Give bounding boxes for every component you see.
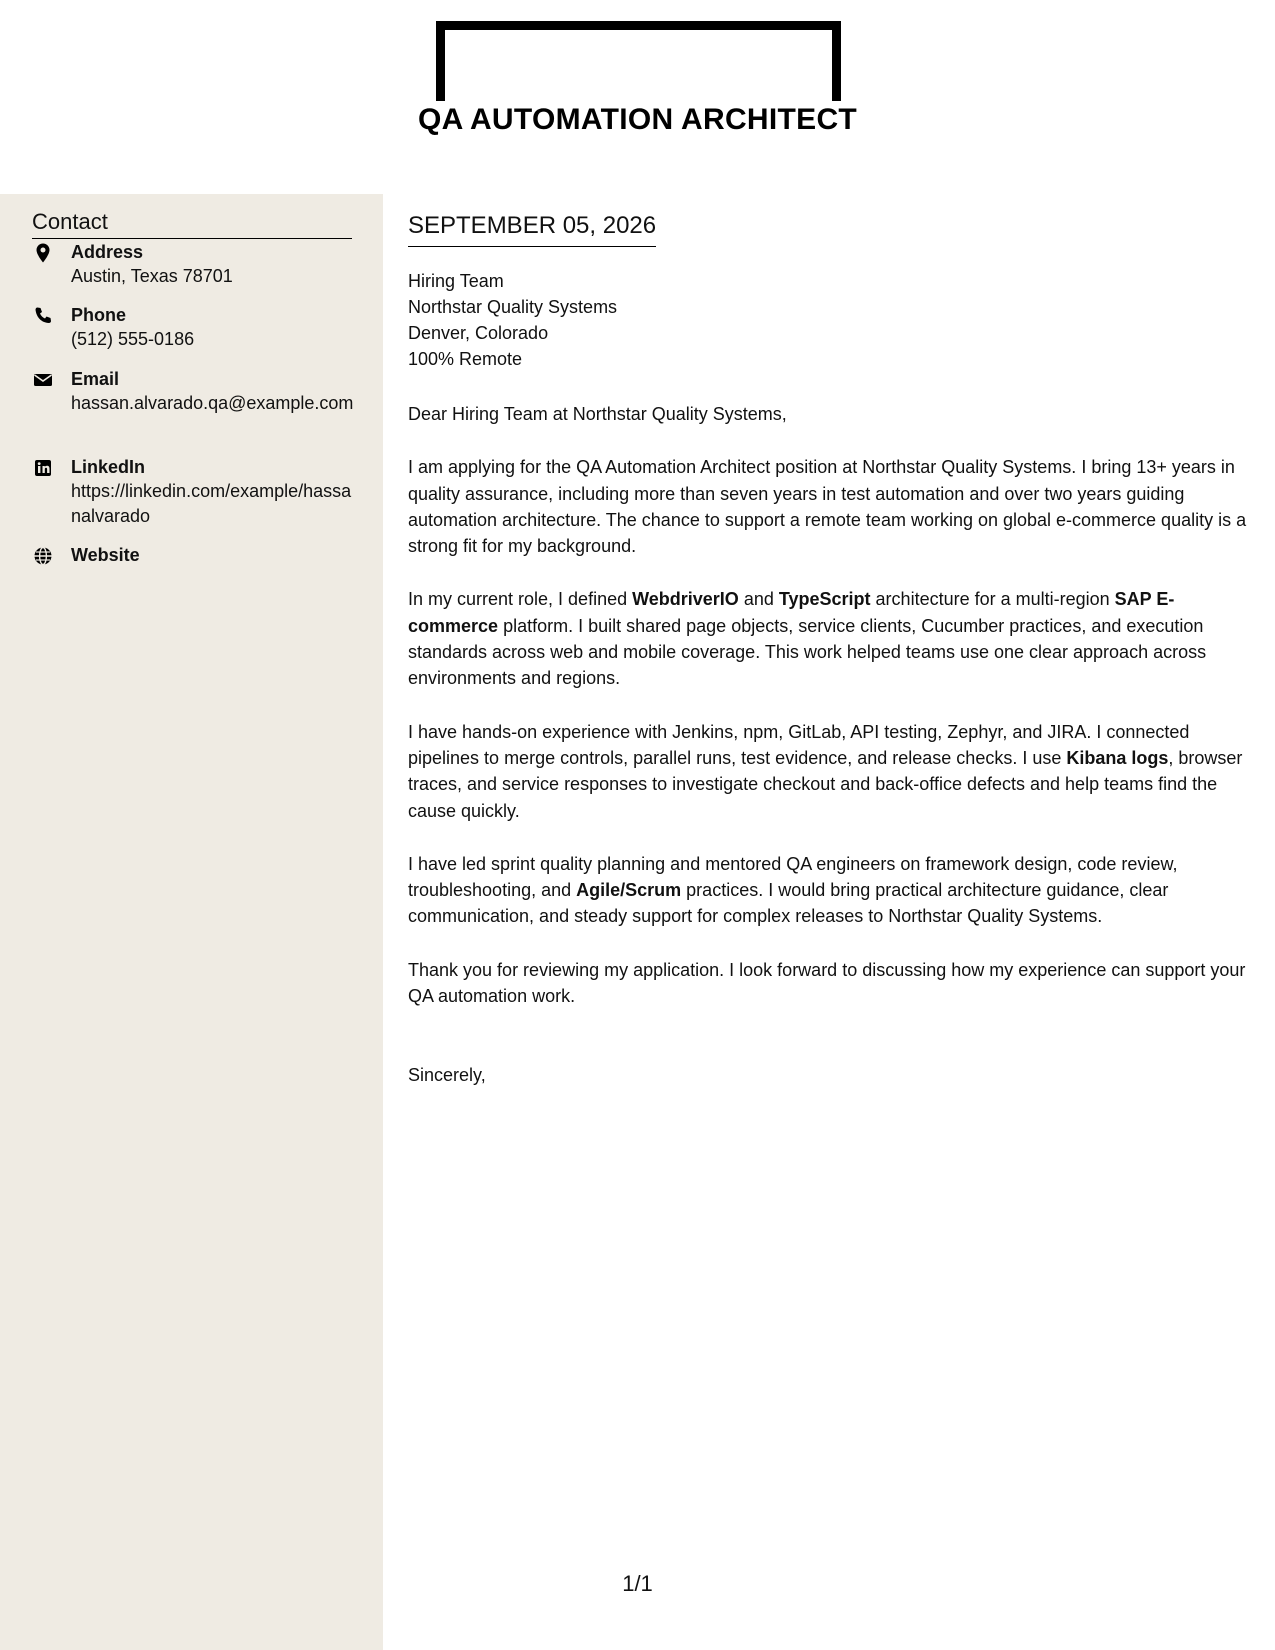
letter-date: SEPTEMBER 05, 2026 bbox=[408, 210, 656, 247]
recipient-line: Denver, Colorado bbox=[408, 323, 549, 343]
contact-heading: Contact bbox=[32, 208, 352, 239]
paragraph-text: architecture for a multi-region bbox=[870, 589, 1115, 610]
emphasized-term: Agile/Scrum bbox=[576, 880, 682, 901]
contact-sidebar bbox=[0, 194, 383, 1650]
body-paragraph bbox=[408, 719, 1248, 824]
paragraph-text: platform. I built shared page objects, service clients, Cucumber practices, and execution standards across web and mobile coverage. This work helped teams use one clear approach across environments and regions. bbox=[408, 615, 1207, 689]
map-pin-icon bbox=[32, 242, 54, 264]
paragraph-text: I have hands-on experience with Jenkins, npm, GitLab, API testing, Zephyr, and JIRA. I connected pipelines to merge controls, parallel runs, test evidence, and release checks. I use bbox=[408, 721, 1190, 768]
paragraph-text: Thank you for reviewing my application. I look forward to discussing how my experience can support your QA automation work. bbox=[408, 959, 1246, 1007]
contact-label: Website bbox=[71, 545, 140, 565]
phone-value: (512) 555-0186 bbox=[71, 329, 195, 349]
contact-label: Phone bbox=[71, 305, 127, 325]
body-paragraph bbox=[408, 851, 1248, 930]
envelope-icon bbox=[32, 369, 54, 391]
paragraph-text: and bbox=[738, 589, 779, 610]
paragraph-text: In my current role, I defined bbox=[408, 589, 633, 610]
contact-label: LinkedIn bbox=[71, 457, 146, 477]
body-paragraph bbox=[408, 454, 1248, 559]
emphasized-term: Kibana logs bbox=[1066, 747, 1169, 768]
salutation: Dear Hiring Team at Northstar Quality Systems, bbox=[408, 404, 787, 424]
paragraph-text: , browser traces, and service responses to investigate checkout and back-office defects and help teams find the cause quickly. bbox=[408, 747, 1243, 821]
email-value[interactable]: hassan.alvarado.qa@example.com bbox=[71, 393, 354, 413]
header-frame bbox=[436, 21, 841, 101]
contact-label: Address bbox=[71, 242, 144, 262]
closing: Sincerely, bbox=[408, 1065, 486, 1086]
page-number: 1/1 bbox=[622, 1571, 653, 1596]
paragraph-text: practices. I would bring practical architecture guidance, clear communication, and steady support for complex releases to Northstar Quality Systems. bbox=[408, 880, 1169, 927]
recipient-line: Northstar Quality Systems bbox=[408, 297, 618, 317]
emphasized-term: SAP E-commerce bbox=[408, 589, 1175, 636]
address-value: Austin, Texas 78701 bbox=[71, 266, 233, 286]
emphasized-term: TypeScript bbox=[778, 589, 871, 610]
contact-label: Email bbox=[71, 369, 120, 389]
linkedin-value[interactable]: https://linkedin.com/example/hassanalvarado bbox=[71, 481, 352, 526]
job-title: QA AUTOMATION ARCHITECT bbox=[417, 103, 858, 136]
recipient-block bbox=[408, 268, 1248, 372]
emphasized-term: WebdriverIO bbox=[632, 589, 739, 610]
body-paragraph bbox=[408, 957, 1248, 1010]
letter-body bbox=[408, 210, 1248, 1089]
recipient-line: Hiring Team bbox=[408, 271, 504, 291]
recipient-line: 100% Remote bbox=[408, 349, 523, 369]
paragraph-text: I am applying for the QA Automation Architect position at Northstar Quality Systems. I bring 13+ years in quality assurance, including more than seven years in test automation and over two years guiding automation architecture. The chance to support a remote team working on global e-commerce quality is a strong fit for my background. bbox=[408, 457, 1247, 557]
globe-icon bbox=[32, 545, 54, 567]
body-paragraph bbox=[408, 586, 1248, 691]
phone-icon bbox=[32, 305, 54, 327]
paragraph-text: I have led sprint quality planning and mentored QA engineers on framework design, code review, troubleshooting, and bbox=[408, 853, 1178, 901]
linkedin-icon bbox=[32, 457, 54, 479]
